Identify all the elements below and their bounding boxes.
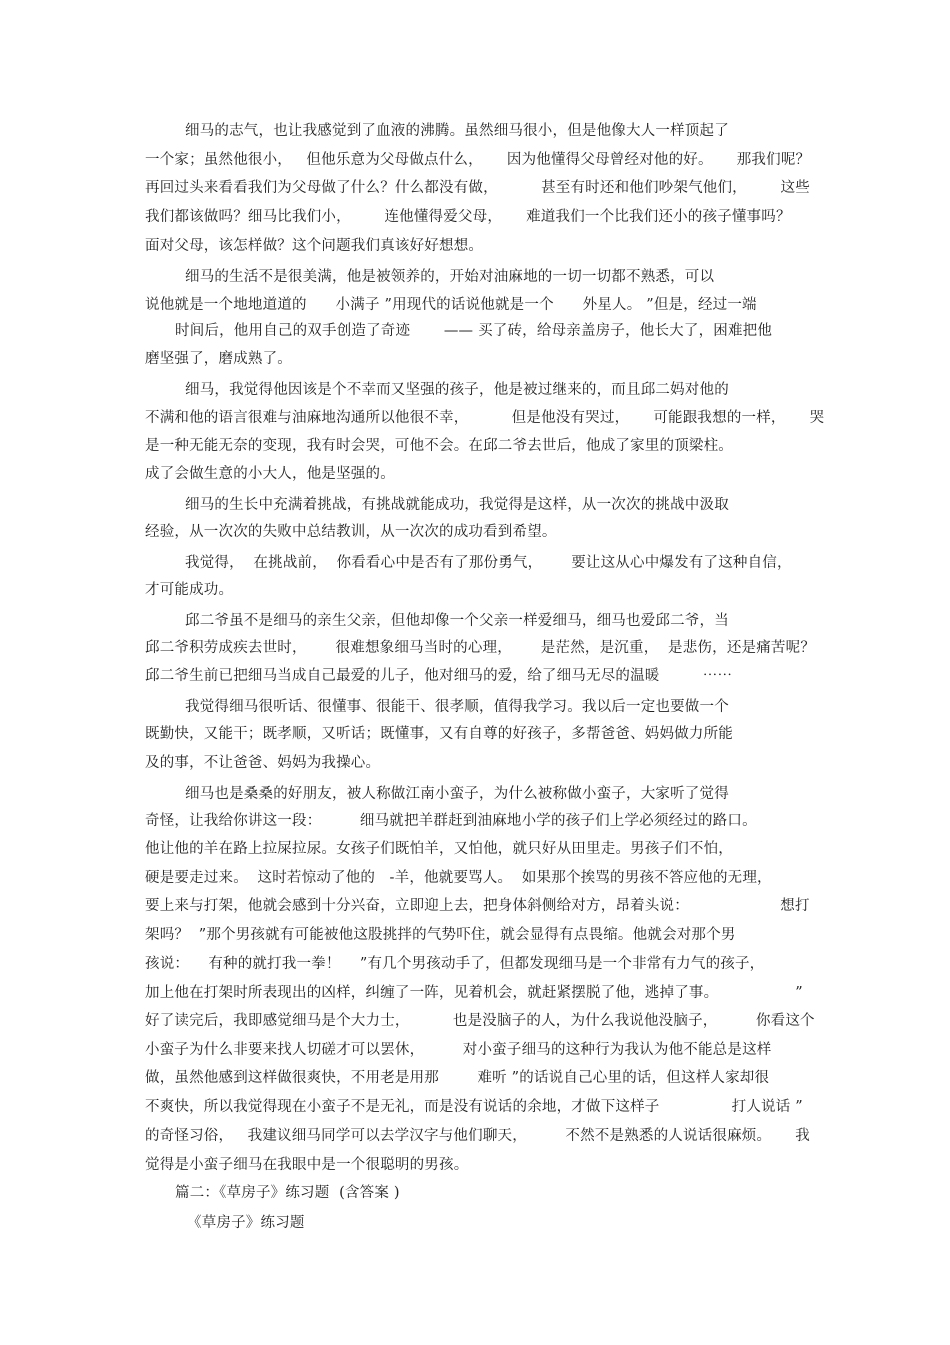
section-heading: 篇二：《草房子》练习题 (含答案 )	[175, 1185, 400, 1201]
text-line: 细马也是桑桑的好朋友，被人称做江南小蛮子，为什么被称做小蛮子，大家听了觉得	[185, 786, 729, 802]
text-line: 加上他在打架时所表现出的凶样，纠缠了一阵，见着机会，就赶紧摆脱了他，逃掉了事。 ”	[145, 985, 803, 1001]
text-line: 经验，从一次次的失败中总结教训，从一次次的成功看到希望。	[145, 524, 557, 540]
text-line: 硬是要走过来。 这时若惊动了他的 -羊，他就要骂人。 如果那个挨骂的男孩不答应他的无理，	[145, 870, 772, 886]
text-line: 邱二爷虽不是细马的亲生父亲，但他却像一个父亲一样爱细马，细马也爱邱二爷，当	[185, 613, 729, 629]
text-line: 架吗？ ”那个男孩就有可能被他这股挑拌的气势吓住，就会显得有点畏缩。他就会对那个男	[145, 927, 736, 943]
text-line: 一个家；虽然他很小， 但他乐意为父母做点什么， 因为他懂得父母曾经对他的好。 那我们呢？	[145, 152, 811, 168]
text-line: 不爽快，所以我觉得现在小蛮子不是无礼，而是没有说话的余地，才做下这样子 打人说话 ”	[145, 1099, 803, 1115]
text-line: 我觉得细马很听话、很懂事、很能干、很孝顺，值得我学习。我以后一定也要做一个	[185, 699, 729, 715]
text-line: 磨坚强了，磨成熟了。	[145, 351, 292, 367]
text-line: 既勤快，又能干；既孝顺，又听话；既懂事，又有自尊的好孩子，多帮爸爸、妈妈做力所能	[145, 726, 733, 742]
text-line: 好了读完后，我即感觉细马是个大力士， 也是没脑子的人，为什么我说他没脑子， 你看这个	[145, 1013, 815, 1029]
text-line: 才可能成功。	[145, 582, 234, 598]
text-line: 觉得是小蛮子细马在我眼中是一个很聪明的男孩。	[145, 1157, 469, 1173]
text-line: 再回过头来看看我们为父母做了什么？什么都没有做， 甚至有时还和他们吵架气他们， 这些	[145, 180, 810, 196]
text-line: 要上来与打架，他就会感到十分兴奋，立即迎上去，把身体斜侧给对方，昂着头说： 想打	[145, 898, 810, 914]
text-line: 孩说： 有种的就打我一拳！ ”有几个男孩动手了，但都发现细马是一个非常有力气的孩子，	[145, 956, 765, 972]
text-line: 细马的生长中充满着挑战，有挑战就能成功，我觉得是这样，从一次次的挑战中汲取	[185, 497, 729, 513]
text-line: 小蛮子为什么非要来找人切磋才可以罢休， 对小蛮子细马的这种行为我认为他不能总是这样	[145, 1042, 772, 1058]
text-line: 细马，我觉得他因该是个不幸而又坚强的孩子，他是被过继来的，而且邱二妈对他的	[185, 382, 729, 398]
text-line: 邱二爷生前已把细马当成自己最爱的儿子，他对细马的爱，给了细马无尽的温暖 ⋯⋯	[145, 668, 733, 684]
text-line: 做，虽然他感到这样做很爽快，不用老是用那 难听 ”的话说自己心里的话，但这样人家却很	[145, 1070, 770, 1086]
text-line: 他让他的羊在路上拉屎拉尿。女孩子们既怕羊，又怕他，就只好从田里走。男孩子们不怕，	[145, 841, 733, 857]
text-line: 面对父母，该怎样做？这个问题我们真该好好想想。	[145, 238, 484, 254]
text-line: 细马的生活不是很美满，他是被领养的，开始对油麻地的一切一切都不熟悉，可以	[185, 269, 715, 285]
text-line: 时间后，他用自己的双手创造了奇迹 —— 买了砖，给母亲盖房子，他长大了，困难把他	[175, 323, 773, 339]
text-line: 邱二爷积劳成疾去世时， 很难想象细马当时的心理， 是茫然，是沉重， 是悲伤，还是痛苦呢？	[145, 640, 816, 656]
text-line: 我们都该做吗？细马比我们小， 连他懂得爱父母， 难道我们一个比我们还小的孩子懂事吗？	[145, 209, 791, 225]
text-line: 说他就是一个地地道道的 小满子 ”用现代的话说他就是一个 外星人。 ”但是，经过一端	[145, 297, 757, 313]
text-line: 不满和他的语言很难与油麻地沟通所以他很不幸， 但是他没有哭过， 可能跟我想的一样， 哭	[145, 410, 825, 426]
text-line: 细马的志气，也让我感觉到了血液的沸腾。虽然细马很小，但是他像大人一样顶起了	[185, 123, 729, 139]
text-line: 及的事，不让爸爸、妈妈为我操心。	[145, 755, 381, 771]
section-subheading: 《草房子》练习题	[187, 1215, 305, 1231]
text-line: 奇怪，让我给你讲这一段： 细马就把羊群赶到油麻地小学的孩子们上学必须经过的路口。	[145, 813, 757, 829]
text-line: 成了会做生意的小大人，他是坚强的。	[145, 466, 395, 482]
text-line: 的奇怪习俗， 我建议细马同学可以去学汉字与他们聊天， 不然不是熟悉的人说话很麻烦。 我	[145, 1128, 810, 1144]
text-line: 是一种无能无奈的变现，我有时会哭，可他不会。在邱二爷去世后，他成了家里的顶梁柱。	[145, 438, 733, 454]
text-line: 我觉得， 在挑战前， 你看看心中是否有了那份勇气， 要让这从心中爆发有了这种自信，	[185, 555, 792, 571]
